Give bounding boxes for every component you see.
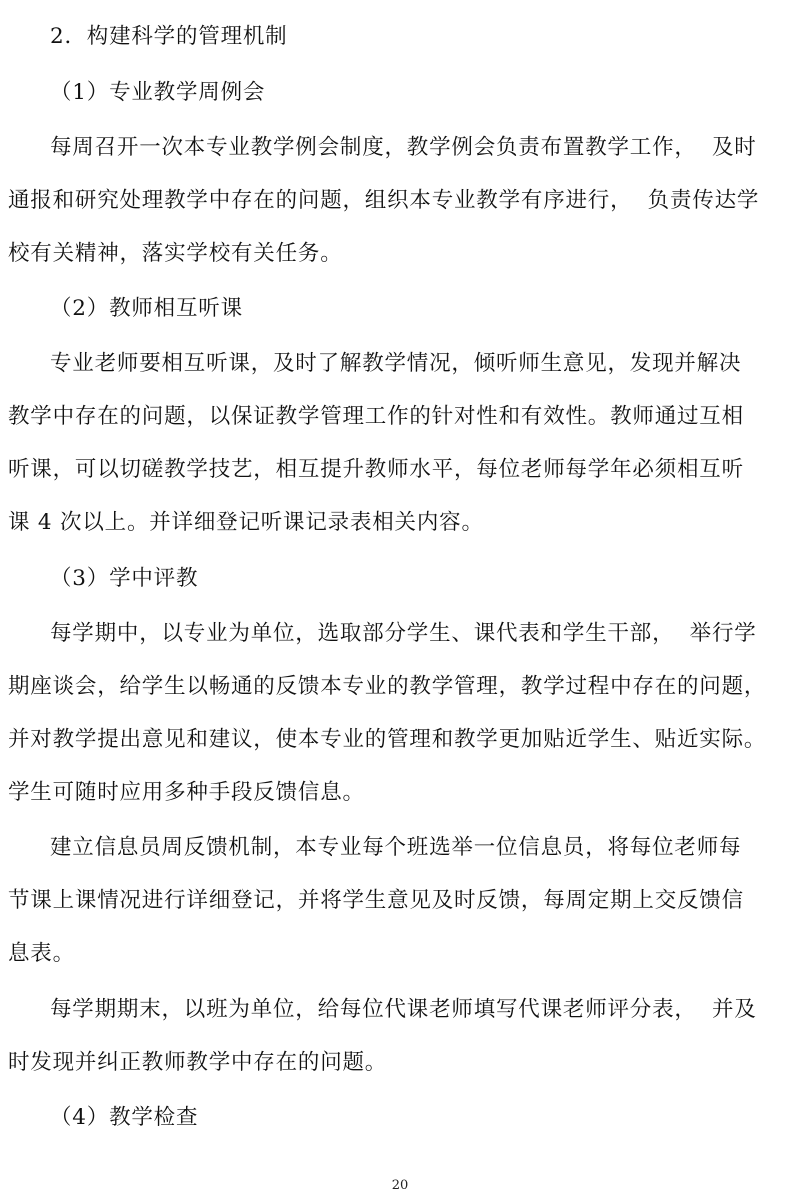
section-heading: 2．构建科学的管理机制 <box>50 24 288 49</box>
paragraph-line: 听课，可以切磋教学技艺，相互提升教师水平，每位老师每学年必须相互听 <box>8 457 744 482</box>
paragraph-line: 节课上课情况进行详细登记，并将学生意见及时反馈，每周定期上交反馈信 <box>8 888 744 913</box>
paragraph-line: 期座谈会，给学生以畅通的反馈本专业的教学管理，教学过程中存在的问题， <box>8 674 767 699</box>
paragraph-line: 每周召开一次本专业教学例会制度，教学例会负责布置教学工作， 及时 <box>50 135 757 160</box>
paragraph-line: 每学期期末，以班为单位，给每位代课老师填写代课老师评分表， 并及 <box>50 997 757 1022</box>
paragraph-line: 教学中存在的问题，以保证教学管理工作的针对性和有效性。教师通过互相 <box>8 404 744 429</box>
paragraph-line: 校有关精神，落实学校有关任务。 <box>8 241 343 266</box>
paragraph-line: 专业老师要相互听课，及时了解教学情况，倾听师生意见，发现并解决 <box>50 351 742 376</box>
paragraph-line: 息表。 <box>8 941 75 966</box>
subsection-title-mid-term-evaluation: （3）学中评教 <box>50 566 199 591</box>
page-number: 20 <box>391 1178 409 1193</box>
subsection-title-peer-observation: （2）教师相互听课 <box>50 296 243 321</box>
paragraph-line: 每学期中，以专业为单位，选取部分学生、课代表和学生干部， 举行学 <box>50 621 757 646</box>
paragraph-line: 时发现并纠正教师教学中存在的问题。 <box>8 1050 388 1075</box>
paragraph-line: 学生可随时应用多种手段反馈信息。 <box>8 780 365 805</box>
paragraph-line: 通报和研究处理教学中存在的问题，组织本专业教学有序进行， 负责传达学 <box>8 188 760 213</box>
subsection-title-weekly-meeting: （1）专业教学周例会 <box>50 80 266 105</box>
subsection-title-teaching-inspection: （4）教学检查 <box>50 1105 199 1130</box>
paragraph-line: 课 4 次以上。并详细登记听课记录表相关内容。 <box>8 510 484 535</box>
paragraph-line: 建立信息员周反馈机制，本专业每个班选举一位信息员，将每位老师每 <box>50 835 742 860</box>
paragraph-line: 并对教学提出意见和建议，使本专业的管理和教学更加贴近学生、贴近实际。 <box>8 727 767 752</box>
